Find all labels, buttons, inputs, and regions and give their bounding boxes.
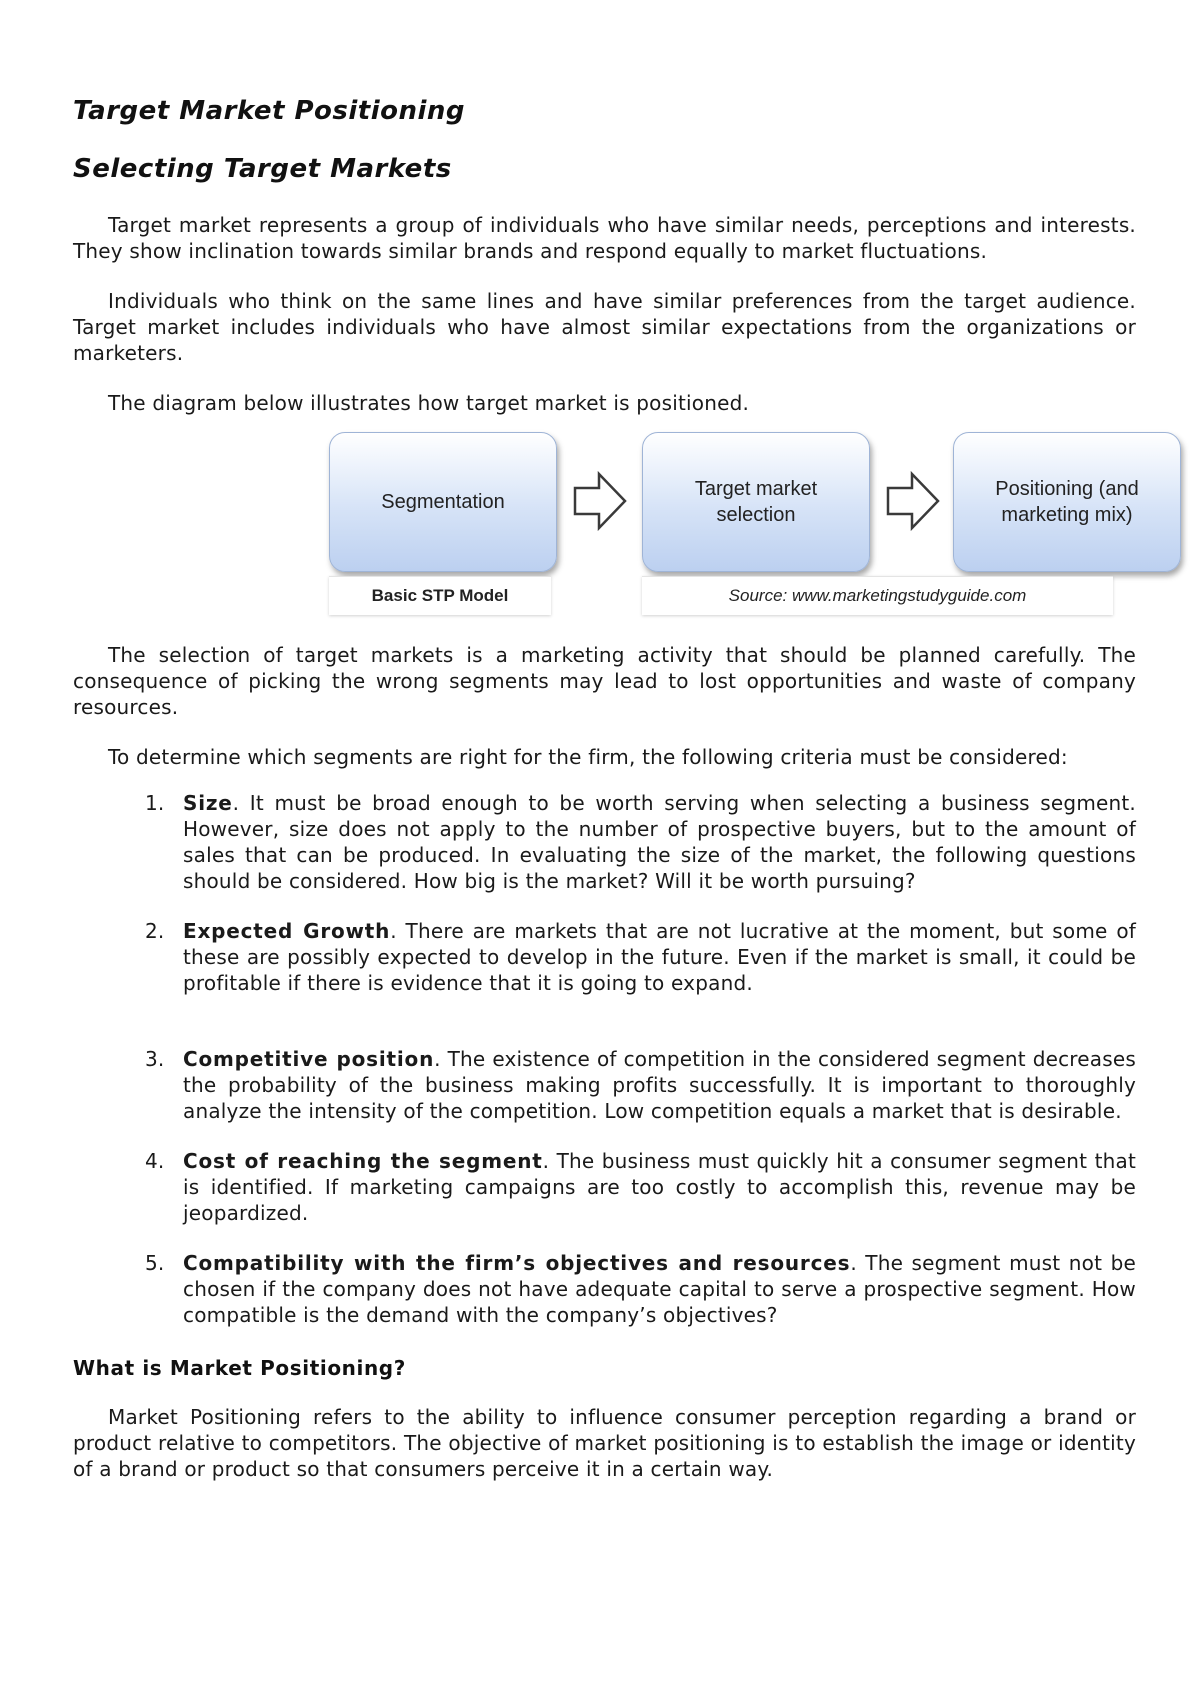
- right-arrow-icon: [573, 471, 627, 531]
- section-heading-market-positioning: What is Market Positioning?: [73, 1356, 406, 1380]
- stp-model-diagram: [253, 426, 1139, 616]
- list-number: 2.: [145, 919, 165, 943]
- segmentation-label: Segmentation: [381, 491, 505, 513]
- positioning-label: Positioning (and marketing mix): [995, 478, 1139, 526]
- criterion-text: . The segment must not be chosen if the company does not have adequate capital to serve a prospective segment. How compatible is the demand with the company’s objectives?: [183, 1251, 1136, 1327]
- section-heading-selecting-target-markets: Selecting Target Markets: [73, 154, 452, 184]
- diagram-caption-model: Basic STP Model: [329, 576, 551, 615]
- document-title: Target Market Positioning: [73, 96, 466, 126]
- list-item: [145, 1250, 1136, 1328]
- list-number: 1.: [145, 791, 165, 815]
- criterion-term: Expected Growth: [183, 919, 391, 943]
- diagram-caption-source: Source: www.marketingstudyguide.com: [642, 576, 1113, 615]
- list-item: [145, 1046, 1136, 1124]
- criterion-term: Cost of reaching the segment: [183, 1149, 543, 1173]
- criterion-text: . The business must quickly hit a consumer segment that is identified. If marketing campaigns are too costly to accomplish this, revenue may be jeopardized.: [183, 1149, 1136, 1225]
- list-number: 4.: [145, 1149, 165, 1173]
- criterion-text: . It must be broad enough to be worth serving when selecting a business segment. However, size does not apply to the number of prospective buyers, but to the amount of sales that can be produced. In evaluating the size of the market, the following questions should be considered. How big is the market? Will it be worth pursuing?: [183, 791, 1136, 893]
- positioning-box: [953, 432, 1181, 572]
- criterion-text: . The existence of competition in the considered segment decreases the probability of the business making profits successfully. It is important to thoroughly analyze the intensity of the competition. Low competition equals a market that is desirable.: [183, 1047, 1136, 1123]
- list-item: [145, 1148, 1136, 1226]
- list-item: [145, 918, 1136, 996]
- document-page: [73, 88, 1139, 1482]
- paragraph-diagram-intro: The diagram below illustrates how target market is positioned.: [108, 391, 750, 415]
- paragraph-selection-planning: The selection of target markets is a marketing activity that should be planned carefully. The consequence of picking the wrong segments may lead to lost opportunities and waste of company resources.: [73, 643, 1136, 719]
- criteria-list: [73, 790, 1136, 1328]
- criterion-text: . There are markets that are not lucrative at the moment, but some of these are possibly expected to develop in the future. Even if the market is small, it could be profitable if there is evidence that it is going to expand.: [183, 919, 1136, 995]
- list-number: 5.: [145, 1251, 165, 1275]
- paragraph-target-market-definition: Target market represents a group of individuals who have similar needs, perceptions and interests. They show inclination towards similar brands and respond equally to market fluctuations.: [73, 213, 1136, 263]
- paragraph-individuals: Individuals who think on the same lines and have similar preferences from the target audience. Target market includes individuals who have almost similar expectations from the organizations or marketers.: [73, 289, 1136, 365]
- segmentation-box: [329, 432, 557, 572]
- criterion-term: Size: [183, 791, 233, 815]
- list-number: 3.: [145, 1047, 165, 1071]
- target-market-selection-box: [642, 432, 870, 572]
- paragraph-market-positioning: Market Positioning refers to the ability to influence consumer perception regarding a brand or product relative to competitors. The objective of market positioning is to establish the image or identity of a brand or product so that consumers perceive it in a certain way.: [73, 1405, 1136, 1481]
- list-item: [145, 790, 1136, 894]
- paragraph-criteria-intro: To determine which segments are right for the firm, the following criteria must be considered:: [108, 745, 1068, 769]
- criterion-term: Competitive position: [183, 1047, 435, 1071]
- right-arrow-icon: [886, 471, 940, 531]
- target-market-selection-label: Target market selection: [694, 478, 818, 526]
- criterion-term: Compatibility with the firm’s objectives and resources: [183, 1251, 851, 1275]
